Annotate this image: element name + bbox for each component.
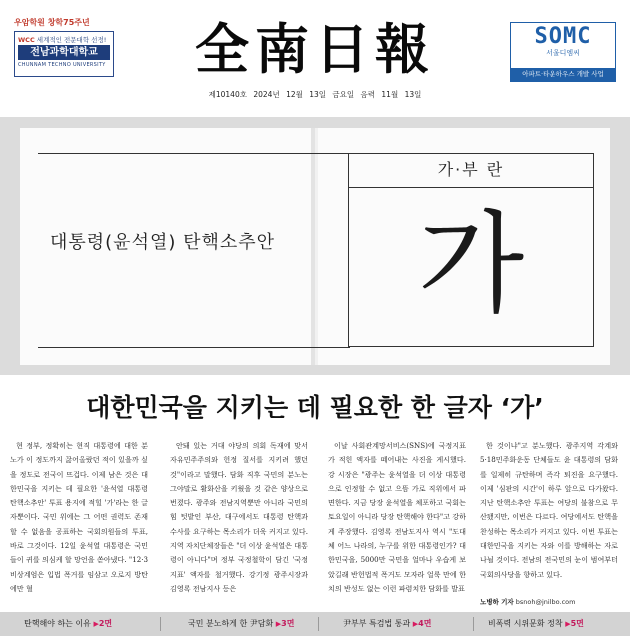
index-link-1-text: 탄핵해야 하는 이유 — [24, 619, 91, 628]
index-link-3[interactable] — [343, 612, 431, 636]
main-headline[interactable]: 대한민국을 지키는 데 필요한 한 글자 ‘가’ — [86, 393, 544, 422]
ad-left-wcc — [18, 35, 106, 44]
article-column-1 — [10, 439, 148, 611]
issue-dateline: 제10140호 2024년 12월 13일 금요일 음력 11월 13일 — [208, 90, 422, 99]
index-divider — [318, 617, 319, 631]
somc-logo-icon: SOMC — [534, 24, 592, 49]
ballot-item-label: 대통령(윤석열) 탄핵소추안 — [50, 232, 276, 253]
index-link-3-text: 尹부부 특검법 통과 — [343, 619, 411, 628]
ad-left-school-name: 전남과학대학교 — [18, 45, 110, 60]
index-link-1-page: 2면 — [98, 619, 113, 628]
article-text-1: 현 정부, 정확히는 현직 대통령에 대한 분노가 이 정도까지 끓어올랐던 적이 있을까 싶을 정도로 전국이 뜨겁다. 이제 남은 것은 대한민국을 지키는 데 필요한 '윤석열 대통령 탄핵소추안' 투표 용지에 적힐 '가'라는 한 글자뿐이다. 국민 위에는 그 어떤 권력도 존재할 수 없음을 공표하는 국회의원들의 투표, 바로 그것이다. 12일 윤석열 대통령은 국민들이 귀를 의심케 할 망언을 쏟아냈다. "12·3 비상계엄은 입법 폭거를 임삼고 오로지 방탄에만 혈 — [10, 441, 148, 593]
article-byline — [480, 597, 618, 606]
index-divider — [160, 617, 161, 631]
index-link-4-text: 비폭력 시위문화 정착 — [488, 619, 563, 628]
index-link-2[interactable] — [188, 612, 294, 636]
article-text-3: 이날 사회관계망서비스(SNS)에 국정지표가 적힌 액자를 떼어내는 사진을 게시했다. 강 시장은 "광주는 윤석열을 더 이상 대통령으로 인정할 수 없고 으뜸 가로 직위에서 파면한다. 지금 당장 윤석열을 체포하고 국회는 토요일이 아니라 당장 탄핵해야 한다"고 강하게 주장했다. 김영록 전남도지사 역시 "도대체 어느 나라의, 누구를 위한 대통령인가? 대한민국을, 5000만 국민을 얼마나 우습게 보았길래 반헌법적 폭거도 모자라 얼룩 만에 한 치의 반성도 없는 이런 파렴치한 담화를 발표 — [328, 441, 466, 593]
article-text-4: 한 것이냐"고 분노했다. 광주지역 각계와 5·18민주화운동 단체들도 윤 대통령의 담화를 일제히 규탄하며 즉각 퇴진을 요구했다. 이제 '심판의 시간'이 하루 앞으로 다가왔다. 지난 탄핵소추안 투표는 여당의 불참으로 무산됐지만, 이번은 다르다. 여당에서도 탄핵을 찬성하는 목소리가 커지고 있다. 이번 투표는 대한민국을 지키는 자와 이를 방해하는 자로 나뉠 것이다. 전남의 전국민의 눈이 범여부터 국회의사당을 향하고 있다. — [480, 441, 618, 579]
ad-left-tagline: 우암학원 창학75주년 — [14, 18, 90, 27]
article-text-2: 안돼 있는 거대 야당의 의회 독재에 맞서 자유민주주의와 헌정 질서를 지키려 했던 것"이라고 말했다. 담화 직후 국민의 분노는 그야말로 활화산을 키웠을 것 같은 양상으로 번졌다. 광주와 전남지역뿐만 아니라 국민의힘 텃밭인 부산, 대구에서도 대통령 탄핵과 수사를 요구하는 목소리가 더욱 커지고 있다. 지역 자치단체장들은 "더 이상 윤석열은 대통령이 아니다"며 정부 국정철학이 담긴 '국정지표' 액자를 철거했다. 강기정 광주시장과 김영록 전남지사 등은 — [170, 441, 308, 593]
index-link-2-text: 국민 분노하게 한 尹담화 — [188, 619, 274, 628]
article-column-2 — [170, 439, 308, 611]
ad-right-company: 서울디엠씨 — [546, 49, 580, 57]
index-link-1[interactable] — [24, 612, 112, 636]
ballot-rule-top — [38, 153, 350, 154]
index-link-2-page: 3면 — [281, 619, 295, 628]
article-column-4 — [480, 439, 618, 611]
play-arrow-icon: ▶ — [565, 620, 571, 628]
ad-right-slogan: 아파트·타운하우스 개발 사업 — [511, 68, 615, 81]
index-link-3-page: 4면 — [418, 619, 432, 628]
ballot-rule-bottom — [38, 347, 350, 348]
play-arrow-icon: ▶ — [412, 620, 419, 628]
ballot-vote-mark: 가 — [417, 200, 525, 328]
index-divider — [473, 617, 474, 631]
wcc-prefix: WCC — [18, 36, 35, 44]
ad-left-school-name-en: CHUNNAM TECHNO UNIVERSITY — [18, 62, 106, 68]
wcc-text: 세계적인 전문대학 선정! — [36, 36, 107, 44]
play-arrow-icon: ▶ — [275, 620, 282, 628]
byline-name: 노병하 기자 — [480, 598, 514, 606]
ad-seoul-dmc[interactable] — [510, 22, 616, 82]
ballot-header-label: 가·부 란 — [437, 160, 505, 179]
play-arrow-icon: ▶ — [93, 620, 99, 628]
ballot-paper — [20, 128, 610, 365]
newspaper-masthead[interactable]: 全南日報 — [195, 17, 435, 81]
byline-email: bsnoh@jnilbo.com — [515, 598, 576, 606]
article-column-3 — [328, 439, 466, 611]
index-link-4-page: 5면 — [570, 619, 584, 628]
index-link-4[interactable] — [488, 612, 584, 636]
ad-chunnam-techno-university[interactable] — [14, 18, 114, 80]
ad-left-box — [14, 31, 114, 77]
